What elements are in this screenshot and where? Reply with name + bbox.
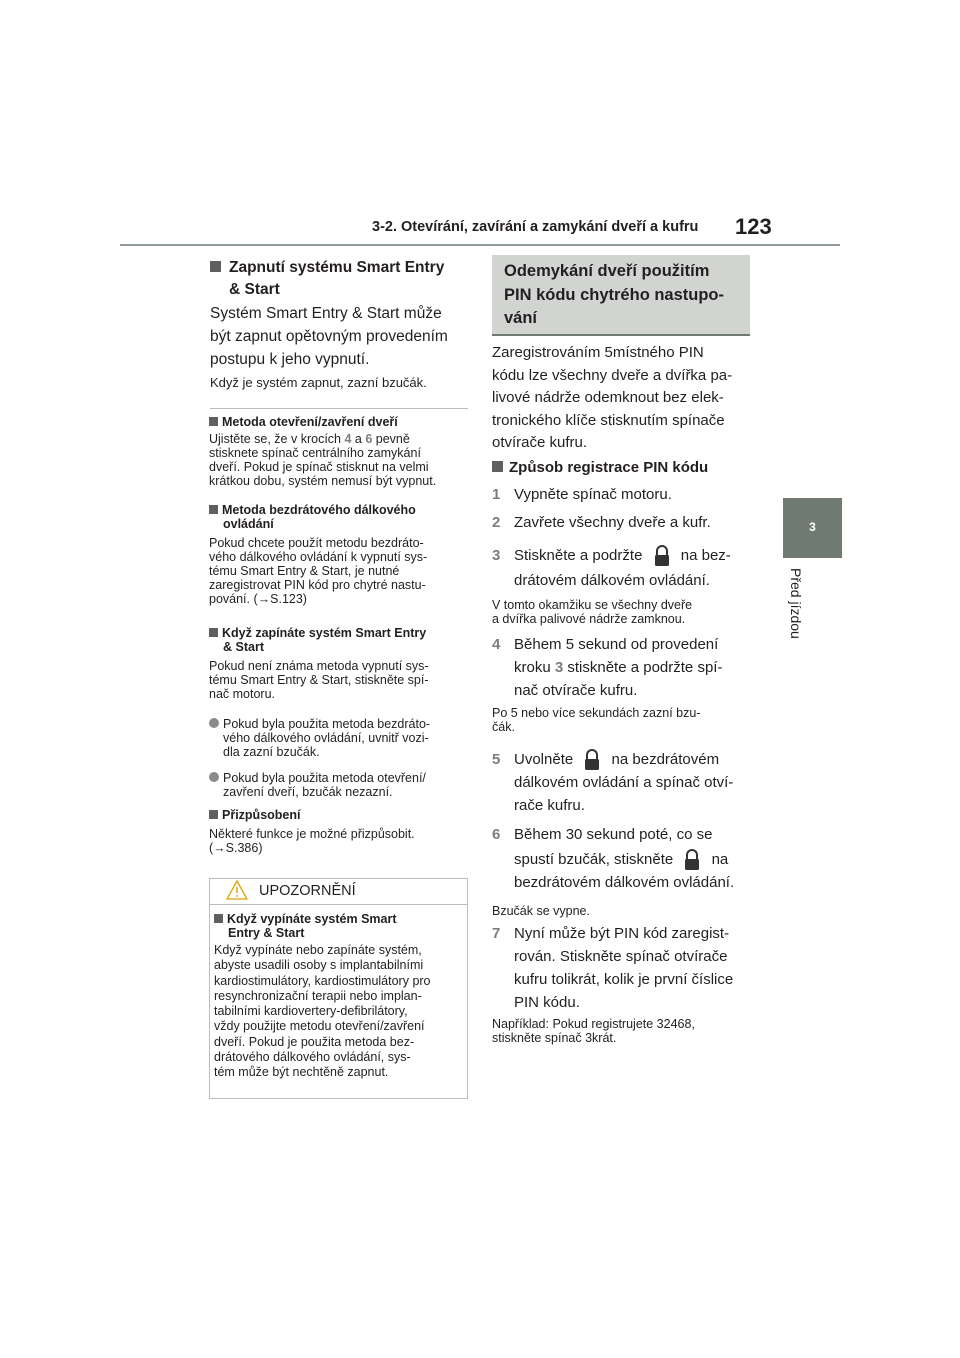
step-ref: 4 [344, 432, 352, 446]
step-text: nač otvírače kufru. [514, 682, 638, 699]
text-line: (→S.386) [209, 841, 263, 855]
text-line: dveří. Pokud je použita metoda bez- [214, 1034, 415, 1049]
bullet-square-icon [214, 914, 223, 923]
step-text: dálkovém ovládání a spínač otví- [514, 774, 734, 792]
step-4 [492, 633, 722, 702]
subheading: Způsob registrace PIN kódu [509, 459, 709, 476]
text-line: pování. (→S.123) [209, 592, 307, 606]
step-text: spustí bzučák, stiskněte [514, 851, 674, 868]
bullet-square-icon [209, 810, 218, 819]
step-number: 5 [492, 751, 501, 768]
step-text: Během 5 sekund od provedení [514, 636, 719, 653]
lock-icon [583, 749, 601, 771]
warning-title: UPOZORNĚNÍ [259, 883, 356, 899]
step-text: Vypněte spínač motoru. [514, 486, 672, 503]
heading-square-icon [492, 461, 503, 472]
text-line: zavření dveří, bzučák nezazní. [223, 785, 393, 799]
text-line: vého dálkového ovládání, uvnitř vozi- [223, 731, 429, 745]
bullet-square-icon [209, 505, 218, 514]
subheading: & Start [223, 640, 264, 654]
text-line: Po 5 nebo více sekundách zazní bzu- [492, 706, 701, 720]
text-line: kódu lze všechny dveře a dvířka pa- [492, 366, 733, 384]
text-line: zaregistrovat PIN kód pro chytré nastu- [209, 578, 426, 592]
when-enabling-section [209, 626, 471, 701]
text-line: tému Smart Entry & Start, je nutné [209, 564, 400, 578]
text-line: krátkou dobu, systém nemusí být vypnut. [209, 474, 437, 488]
step-number: 3 [492, 547, 501, 564]
step-ref: 3 [554, 659, 564, 676]
lock-icon [653, 545, 671, 567]
step-7-note [492, 1017, 695, 1045]
text-line: nač motoru. [209, 687, 276, 701]
subheading: Když zapínáte systém Smart Entry [222, 626, 427, 640]
heading-line: & Start [229, 281, 280, 298]
step-text: na bezdrátovém [611, 751, 720, 768]
step-number: 7 [492, 925, 501, 942]
text-line: Zaregistrováním 5místného PIN [492, 344, 704, 361]
step-text: Stiskněte a podržte [514, 547, 643, 564]
text-line: stiskněte spínač 3krát. [492, 1031, 617, 1045]
heading-rule [492, 334, 750, 336]
text-line: Některé funkce je možné přizpůsobit. [209, 827, 415, 841]
pin-section-heading [492, 255, 750, 335]
text-line: vždy použijte metodu otevření/zavření [214, 1019, 425, 1034]
step-1 [492, 483, 672, 506]
text-span: Ujistěte se, že v krocích [209, 432, 345, 446]
text-line: kardiostimulátory, kardiostimulátory pro [214, 973, 431, 988]
text-line: Systém Smart Entry & Start může [210, 305, 442, 322]
bullet-door [209, 771, 471, 799]
step-5 [492, 748, 762, 817]
text-line: postupu k jeho vypnutí. [210, 351, 370, 368]
step-2 [492, 511, 711, 534]
divider [210, 408, 468, 409]
chapter-label: Před jízdou [788, 568, 804, 639]
heading-square-icon [210, 261, 221, 272]
text-line: Pokud byla použita metoda bezdráto- [223, 717, 431, 731]
bullet-dot-icon [209, 772, 219, 782]
text-line: tém může být nechtěně zapnut. [214, 1065, 389, 1080]
step-text: rován. Stiskněte spínač otvírače [514, 948, 728, 965]
subheading: Metoda otevření/zavření dveří [222, 415, 398, 429]
subheading: Když vypínáte systém Smart [227, 912, 397, 926]
text-line: stisknete spínač centrálního zamykání [209, 446, 421, 460]
bullet-square-icon [209, 628, 218, 637]
step-text: PIN kódu. [514, 994, 580, 1011]
step-text: stiskněte a podržte spí- [563, 659, 723, 676]
chapter-number: 3 [809, 520, 816, 534]
step-number: 2 [492, 514, 501, 531]
text-line: tronického klíče stisknutím spínače [492, 411, 725, 429]
text-line: livové nádrže odemknout bez elek- [492, 389, 724, 406]
step-7 [492, 922, 733, 1014]
subheading: Přizpůsobení [222, 808, 301, 822]
bullet-dot-icon [209, 718, 219, 728]
text-span: a [351, 432, 366, 446]
subheading: Metoda bezdrátového dálkového [222, 503, 416, 517]
lock-icon [683, 849, 701, 871]
section-title: 3-2. Otevírání, zavírání a zamykání dveří a kufru [372, 219, 699, 235]
text-line: drátového dálkového ovládání, sys- [214, 1050, 411, 1065]
step-text: Zavřete všechny dveře a kufr. [514, 514, 711, 531]
step-text: rače kufru. [514, 797, 585, 815]
step-number: 1 [492, 486, 501, 503]
step-text: Nyní může být PIN kód zaregist- [514, 925, 730, 942]
step-ref: 6 [365, 432, 373, 446]
text-line: tému Smart Entry & Start, stiskněte spí- [209, 673, 429, 687]
text-line: být zapnut opětovným provedením [210, 328, 448, 345]
method-door-section [209, 415, 471, 488]
subheading: Entry & Start [228, 926, 305, 940]
text-line: a dvířka palivové nádrže zamknou. [492, 612, 686, 626]
text-line: dveří. Pokud je spínač stisknut na velmi [209, 460, 429, 474]
step-number: 6 [492, 826, 501, 843]
text-line: Například: Pokud registrujete 32468, [492, 1017, 695, 1031]
heading-line: PIN kódu chytrého nastupo- [504, 285, 725, 304]
heading-line: Odemykání dveří použitím [504, 262, 710, 280]
text-line: Pokud není známa metoda vypnutí sys- [209, 659, 429, 673]
registration-heading [492, 459, 708, 476]
text-line: Pokud byla použita metoda otevření/ [223, 771, 426, 785]
warning-triangle-icon [226, 880, 248, 905]
text-line [209, 432, 471, 446]
text-line: dla zazní bzučák. [223, 745, 320, 759]
customization-section [209, 808, 471, 855]
text-line: tabilními kardiovertery-defibrilátory, [214, 1004, 408, 1019]
smart-entry-heading [210, 257, 444, 301]
text-line: abyste usadili osoby s implantabilními [214, 958, 424, 973]
pin-intro [492, 342, 732, 455]
step-text: na bez- [680, 547, 731, 564]
intro-paragraph [210, 302, 448, 371]
step-6-note: Bzučák se vypne. [492, 904, 590, 918]
bullet-square-icon [209, 417, 218, 426]
step-text: Uvolněte [514, 751, 574, 768]
bullet-wireless [209, 717, 471, 759]
step-text: Během 30 sekund poté, co se [514, 826, 713, 843]
step-3 [492, 544, 762, 592]
step-4-note [492, 706, 700, 734]
text-line: Pokud chcete použít metodu bezdráto- [209, 536, 424, 550]
text-line: otvírače kufru. [492, 434, 588, 451]
subheading: ovládání [223, 517, 274, 531]
heading-line: vání [504, 309, 538, 327]
buzzer-note: Když je systém zapnut, zazní bzučák. [210, 375, 427, 390]
method-wireless-section [209, 503, 471, 606]
step-text: bezdrátovém dálkovém ovládání. [514, 874, 735, 892]
header-rule [120, 244, 840, 246]
text-line: resynchronizační terapii nebo implan- [214, 988, 422, 1003]
heading-line: Zapnutí systému Smart Entry [229, 259, 445, 276]
step-text: kroku [514, 659, 555, 676]
step-number: 4 [492, 636, 501, 653]
text-line: vého dálkového ovládání k vypnutí sys- [209, 550, 428, 564]
step-text: drátovém dálkovém ovládání. [514, 572, 710, 590]
step-text: kufru tolikrát, kolik je první číslice [514, 971, 734, 988]
step-6 [492, 823, 762, 894]
text-span: pevně [372, 432, 410, 446]
text-line: Když vypínáte nebo zapínáte systém, [214, 943, 422, 957]
text-line: V tomto okamžiku se všechny dveře [492, 598, 693, 612]
step-text: na [711, 851, 729, 868]
page-number: 123 [735, 214, 772, 239]
warning-content [214, 912, 466, 1081]
step-3-note [492, 598, 692, 626]
text-line: čák. [492, 720, 515, 734]
